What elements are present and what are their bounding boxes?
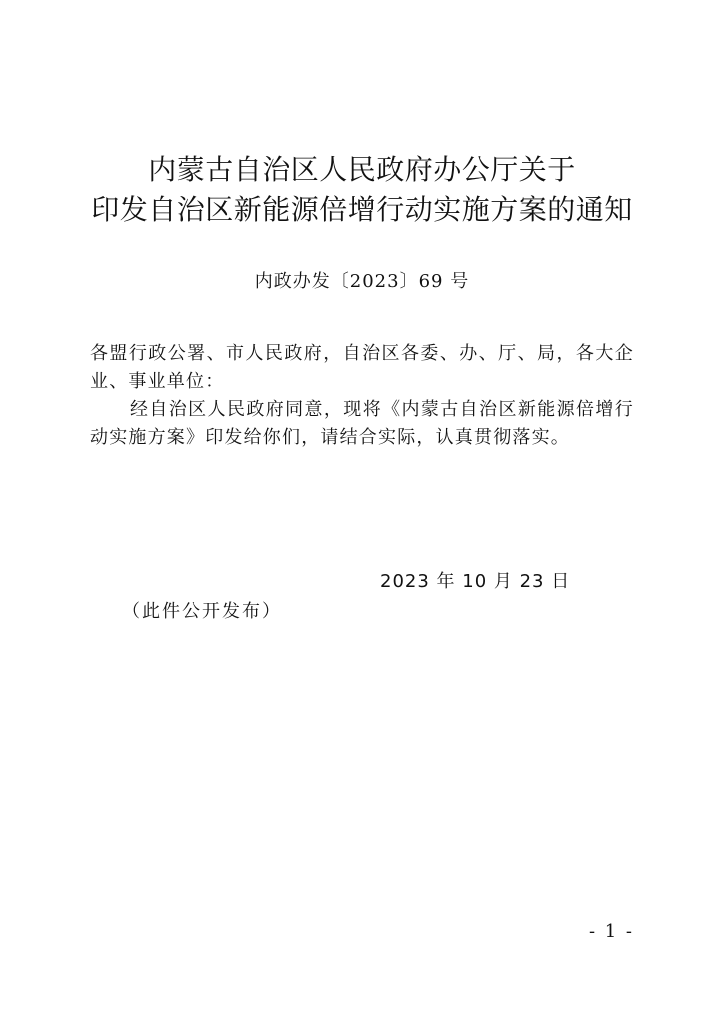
addressee-line-2: 业、事业单位： xyxy=(90,371,225,392)
issue-date: 2023 年 10 月 23 日 xyxy=(380,571,571,592)
body-paragraph-line-1: 经自治区人民政府同意，现将《内蒙古自治区新能源倍增行 xyxy=(130,399,634,420)
body-paragraph-line-2: 动实施方案》印发给你们，请结合实际，认真贯彻落实。 xyxy=(90,427,570,448)
addressee-line-1: 各盟行政公署、市人民政府，自治区各委、办、厅、局，各大企 xyxy=(90,343,634,364)
document-title-line-1: 内蒙古自治区人民政府办公厅关于 xyxy=(148,153,576,186)
publish-note: （此件公开发布） xyxy=(122,601,282,622)
page-number: - 1 - xyxy=(588,921,634,942)
document-number: 内政办发〔2023〕69 号 xyxy=(254,271,470,292)
document-title-line-2: 印发自治区新能源倍增行动实施方案的通知 xyxy=(91,193,633,226)
